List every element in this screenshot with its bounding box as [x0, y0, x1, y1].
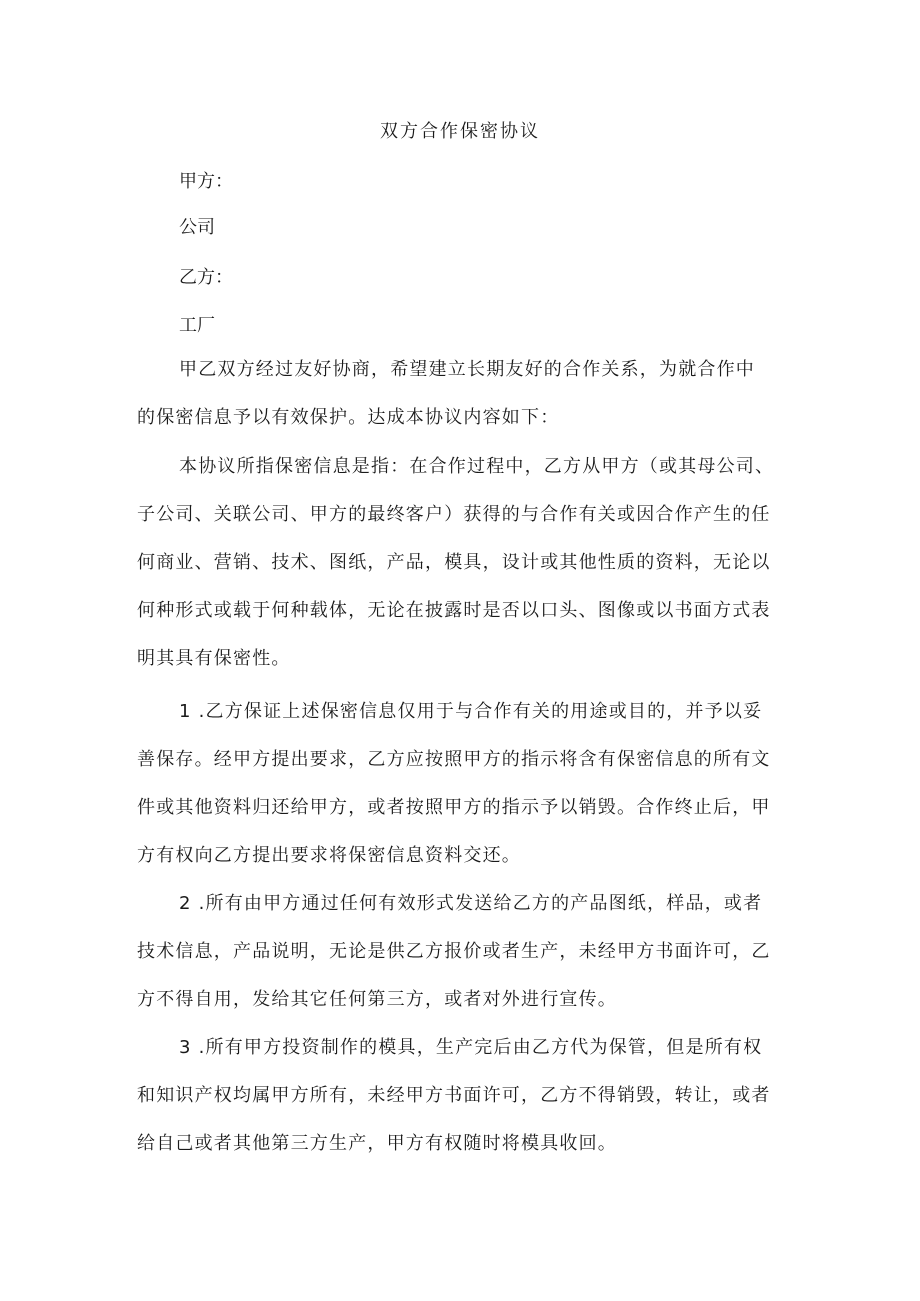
paragraph-line: 何种形式或载于何种载体，无论在披露时是否以口头、图像或以书面方式表 — [137, 600, 771, 621]
party-a-name: 公司 — [179, 217, 215, 238]
paragraph-line: 善保存。经甲方提出要求，乙方应按照甲方的指示将含有保密信息的所有文 — [137, 749, 771, 770]
paragraph-line: 方不得自用，发给其它任何第三方，或者对外进行宣传。 — [137, 989, 617, 1010]
paragraph-line: 技术信息，产品说明，无论是供乙方报价或者生产，未经甲方书面许可，乙 — [137, 941, 771, 962]
paragraph-line: 件或其他资料归还给甲方，或者按照甲方的指示予以销毁。合作终止后，甲 — [137, 797, 771, 818]
paragraph-line: 明其具有保密性。 — [137, 648, 291, 669]
paragraph-line: 1 .乙方保证上述保密信息仅用于与合作有关的用途或目的，并予以妥 — [179, 701, 763, 722]
paragraph-line: 何商业、营销、技术、图纸，产品，模具，设计或其他性质的资料，无论以 — [137, 552, 771, 573]
paragraph-clause-1 — [137, 688, 797, 880]
paragraph-line: 和知识产权均属甲方所有，未经甲方书面许可，乙方不得销毁，转让，或者 — [137, 1085, 771, 1106]
paragraph-line: 2 .所有由甲方通过任何有效形式发送给乙方的产品图纸，样品，或者 — [179, 893, 763, 914]
party-a-label: 甲方： — [179, 171, 233, 192]
paragraph-line: 本协议所指保密信息是指：在合作过程中，乙方从甲方（或其母公司、 — [179, 456, 775, 477]
paragraph-line: 3 .所有甲方投资制作的模具，生产完后由乙方代为保管，但是所有权 — [179, 1037, 763, 1058]
paragraph-line: 甲乙双方经过友好协商，希望建立长期友好的合作关系，为就合作中 — [179, 359, 755, 380]
paragraph-intro — [137, 346, 797, 442]
paragraph-line: 给自己或者其他第三方生产，甲方有权随时将模具收回。 — [137, 1133, 617, 1154]
paragraph-line: 方有权向乙方提出要求将保密信息资料交还。 — [137, 845, 521, 866]
party-b-label: 乙方： — [179, 267, 233, 288]
paragraph-clause-3 — [137, 1024, 797, 1168]
paragraph-definition — [137, 443, 797, 683]
paragraph-clause-2 — [137, 880, 797, 1024]
document-title: 双方合作保密协议 — [380, 121, 540, 142]
paragraph-line: 子公司、关联公司、甲方的最终客户）获得的与合作有关或因合作产生的任 — [137, 504, 771, 525]
paragraph-line: 的保密信息予以有效保护。达成本协议内容如下： — [137, 407, 560, 428]
party-b-name: 工厂 — [179, 315, 215, 336]
